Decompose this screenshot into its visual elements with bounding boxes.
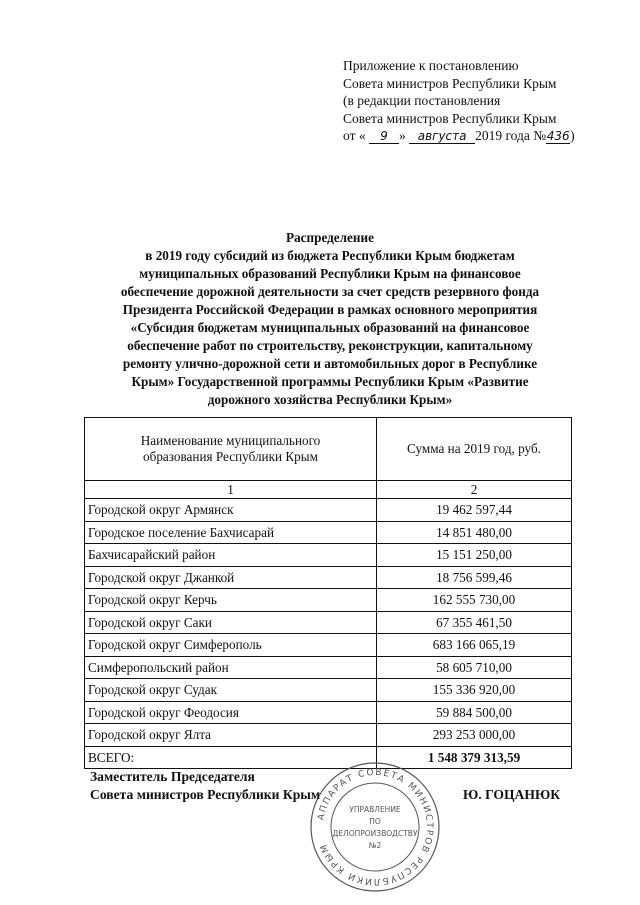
table-row [85,679,572,702]
signatory-position-1: Заместитель Председателя [90,769,255,784]
municipality-name: Городской округ Джанкой [85,566,377,589]
table-row [85,566,572,589]
title-line-10: дорожного хозяйства Республики Крым» [207,392,453,407]
appendix-line-1: Приложение к постановлению [343,58,519,73]
appendix-line-3: (в редакции постановления [343,93,501,109]
total-amount: 1 548 379 313,59 [377,746,572,769]
table-row [85,634,572,657]
stamp-line-3: ДЕЛОПРОИЗВОДСТВУ [332,829,418,838]
title-line-9: Крым» Государственной программы Республики Крым «Развитие [131,374,529,389]
date-month: августа [409,129,475,144]
stamp-line-4: №2 [368,841,382,850]
column-number-row [85,481,572,499]
header-amount: Сумма на 2019 год, руб. [377,418,572,481]
title-line-3: муниципальных образований Республики Крым на финансовое [139,266,521,281]
municipality-name: Городской округ Армянск [85,499,377,522]
table-row [85,499,572,522]
table-row [85,724,572,747]
signature-block [90,768,580,804]
table-row [85,701,572,724]
date-year-text: 2019 года № [475,128,547,144]
document-title [80,229,580,409]
distribution-table [84,417,572,769]
amount: 683 166 065,19 [377,634,572,657]
amount: 19 462 597,44 [377,499,572,522]
document-number: 436 [546,129,570,144]
table-row [85,544,572,567]
date-prefix: от « [343,128,366,144]
table-row [85,589,572,612]
date-day: 9 [369,129,399,144]
amount: 67 355 461,50 [377,611,572,634]
municipality-name: Городской округ Керчь [85,589,377,612]
stamp-line-1: УПРАВЛЕНИЕ [349,805,401,814]
title-line-6: «Субсидия бюджетам муниципальных образований на финансовое [130,320,530,335]
amount: 59 884 500,00 [377,701,572,724]
table-row [85,521,572,544]
amount: 15 151 250,00 [377,544,572,567]
municipality-name: Городской округ Ялта [85,724,377,747]
municipality-name: Городское поселение Бахчисарай [85,521,377,544]
closing-paren: ) [570,128,575,144]
municipality-name: Симферопольский район [85,656,377,679]
title-line-7: обеспечение работ по строительству, реконструкции, капитальному [127,338,533,353]
column-number-2: 2 [377,481,572,499]
municipality-name: Городской округ Феодосия [85,701,377,724]
amount: 58 605 710,00 [377,656,572,679]
amount: 155 336 920,00 [377,679,572,702]
amount: 18 756 599,46 [377,566,572,589]
stamp-line-2: ПО [369,817,381,826]
title-line-8: ремонту улично-дорожной сети и автомобильных дорог в Республике [122,356,538,371]
table-row [85,611,572,634]
amount: 293 253 000,00 [377,724,572,747]
appendix-header [343,57,623,145]
title-line-5: Президента Российской Федерации в рамках основного мероприятия [122,302,538,317]
header-municipality: Наименование муниципального образования Республики Крым [85,418,377,481]
date-mid: » [398,128,406,144]
column-number-1: 1 [85,481,377,499]
appendix-line-4: Совета министров Республики Крым [343,110,557,126]
municipality-name: Городской округ Саки [85,611,377,634]
total-label: ВСЕГО: [85,746,377,769]
title-line-4: обеспечение дорожной деятельности за счет средств резервного фонда [120,284,540,299]
appendix-date-line [343,127,623,145]
municipality-name: Городской округ Судак [85,679,377,702]
stamp-ring-text: АППАРАТ СОВЕТА МИНИСТРОВ РЕСПУБЛИКИ КРЫМ [316,767,435,887]
table-row [85,656,572,679]
appendix-line-2: Совета министров Республики Крым [343,75,557,91]
municipality-name: Бахчисарайский район [85,544,377,567]
amount: 162 555 730,00 [377,589,572,612]
municipality-name: Городской округ Симферополь [85,634,377,657]
table-header-row [85,418,572,481]
signatory-name: Ю. ГОЦАНЮК [463,787,561,802]
title-line-2: в 2019 году субсидий из бюджета Республики Крым бюджетам [145,248,515,263]
title-line-1: Распределение [286,230,374,245]
amount: 14 851 480,00 [377,521,572,544]
signatory-position-2: Совета министров Республики Крым [90,787,321,802]
